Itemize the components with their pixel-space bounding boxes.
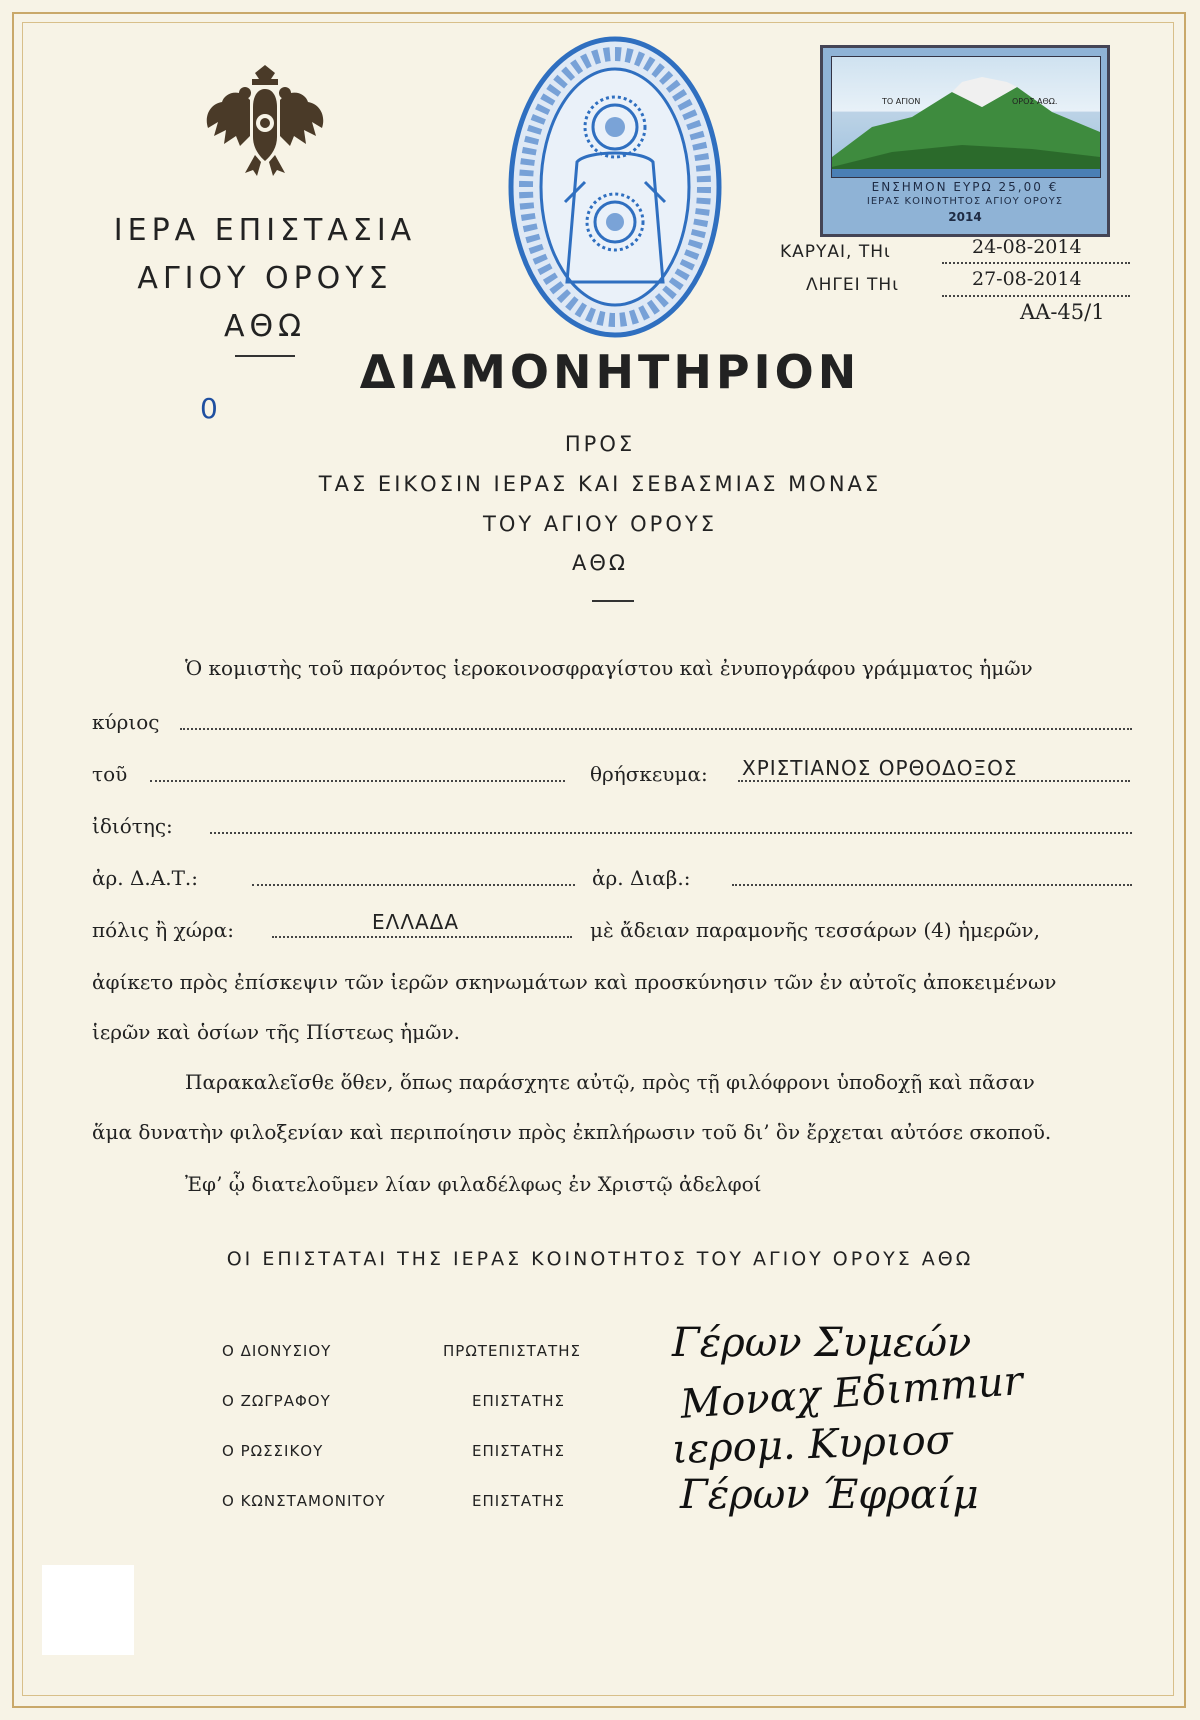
issuer-line-1: ΙΕΡΑ ΕΠΙΣΤΑΣΙΑ — [113, 213, 417, 248]
closing-text: Ἐφ’ ᾧ διατελοῦμεν λίαν φιλαδέλφως ἐν Χριστῷ ἀδελφοί — [185, 1172, 762, 1196]
paragraph-2-line-2: ἅμα δυνατὴν φιλοξενίαν καὶ περιποίησιν πρὸς ἐκπλήρωσιν τοῦ δι’ ὃν ἔρχεται αὐτόσε σκοποῦ. — [92, 1120, 1052, 1144]
kyrios-label: κύριος — [92, 710, 160, 734]
stamp-caption-right: ΟΡΟΣ ΑΘΩ. — [1012, 97, 1058, 106]
reference-number: ΑΑ-45/1 — [1020, 300, 1105, 324]
monastery-seal-icon — [505, 32, 725, 342]
country-label: πόλις ἢ χώρα: — [92, 918, 235, 942]
address-line-1: ΠΡΟΣ — [564, 432, 636, 456]
stamp-caption-left: ΤΟ ΑΓΙΟΝ — [882, 97, 921, 106]
signatory-role: ΕΠΙΣΤΑΤΗΣ — [472, 1392, 566, 1410]
signatory-role: ΠΡΩΤΕΠΙΣΤΑΤΗΣ — [443, 1342, 581, 1360]
redaction-patch — [42, 1565, 134, 1655]
address-line-3: ΤΟΥ ΑΓΙΟΥ ΟΡΟΥΣ — [483, 512, 717, 536]
intro-text: Ὁ κομιστὴς τοῦ παρόντος ἱεροκοινοσφραγίστου καὶ ἐνυπογράφου γράμματος ἡμῶν — [185, 656, 1033, 680]
signatory-monastery: Ο ΔΙΟΝΥΣΙΟΥ — [222, 1342, 332, 1360]
issuer-line-3: ΑΘΩ — [223, 309, 307, 344]
occupation-field[interactable] — [210, 824, 1132, 834]
occupation-label: ἰδιότης: — [92, 814, 173, 838]
signatory-monastery: Ο ΚΩΝΣΤΑΜΟΝΙΤΟΥ — [222, 1492, 386, 1510]
address-line-4: ΑΘΩ — [572, 551, 628, 575]
religion-label: θρήσκευμα: — [590, 762, 708, 786]
stamp-issuer: ΙΕΡΑΣ ΚΟΙΝΟΤΗΤΟΣ ΑΓΙΟΥ ΟΡΟΥΣ — [866, 196, 1064, 207]
signatory-role: ΕΠΙΣΤΑΤΗΣ — [472, 1442, 566, 1460]
signature: Γέρων Συμεών — [672, 1320, 972, 1366]
page-title: ΔΙΑΜΟΝΗΤΗΡΙΟΝ — [359, 345, 861, 399]
signatories-heading: ΟΙ ΕΠΙΣΤΑΤΑΙ ΤΗΣ ΙΕΡΑΣ ΚΟΙΝΟΤΗΤΟΣ ΤΟΥ ΑΓΙΟΥ ΟΡΟΥΣ ΑΘΩ — [226, 1248, 974, 1270]
signatory-monastery: Ο ΡΩΣΣΙΚΟΥ — [222, 1442, 324, 1460]
issuer-line-2: ΑΓΙΟΥ ΟΡΟΥΣ — [137, 261, 393, 296]
issued-date-value: 24-08-2014 — [972, 236, 1082, 258]
kyrios-field[interactable] — [180, 720, 1132, 730]
address-underline — [592, 600, 634, 602]
passport-field[interactable] — [732, 876, 1132, 886]
address-line-2: ΤΑΣ ΕΙΚΟΣΙΝ ΙΕΡΑΣ ΚΑΙ ΣΕΒΑΣΜΙΑΣ ΜΟΝΑΣ — [318, 472, 882, 496]
signatory-monastery: Ο ΖΩΓΡΑΦΟΥ — [222, 1392, 331, 1410]
signatory-role: ΕΠΙΣΤΑΤΗΣ — [472, 1492, 566, 1510]
expires-date-label: ΛΗΓΕΙ ΤΗι — [806, 275, 899, 295]
tou-field[interactable] — [150, 772, 565, 782]
double-headed-eagle-icon — [200, 55, 330, 180]
signature: ιερομ. Κυριοσ — [671, 1417, 954, 1473]
issuer-underline — [235, 355, 295, 357]
country-value: ΕΛΛΑΔΑ — [372, 910, 460, 934]
expires-date-value: 27-08-2014 — [972, 268, 1082, 290]
signature: Γέρων Έφραίμ — [680, 1472, 979, 1518]
tou-label: τοῦ — [92, 762, 128, 786]
stamp-year: 2014 — [948, 210, 982, 224]
id-number-label: ἀρ. Δ.Α.Τ.: — [92, 866, 199, 890]
serial-number: 0 — [200, 392, 218, 425]
signature: Μοναχ Εδιmmur — [678, 1358, 1025, 1428]
revenue-stamp — [820, 45, 1110, 237]
issued-date-label: ΚΑΡΥΑΙ, ΤΗι — [780, 242, 891, 262]
stamp-value: ΕΝΣΗΜΟΝ ΕΥΡΩ 25,00 € — [871, 180, 1059, 194]
stamp-landscape — [831, 56, 1101, 178]
paragraph-1-line-1: ἀφίκετο πρὸς ἐπίσκεψιν τῶν ἱερῶν σκηνωμάτων καὶ προσκύνησιν τῶν ἐν αὐτοῖς ἀποκειμένων — [92, 970, 1057, 994]
id-number-field[interactable] — [252, 876, 575, 886]
religion-value: ΧΡΙΣΤΙΑΝΟΣ ΟΡΘΟΔΟΞΟΣ — [742, 756, 1018, 780]
paragraph-1-line-2: ἱερῶν καὶ ὁσίων τῆς Πίστεως ἡμῶν. — [92, 1020, 460, 1044]
passport-label: ἀρ. Διαβ.: — [592, 866, 691, 890]
permit-text: μὲ ἄδειαν παραμονῆς τεσσάρων (4) ἡμερῶν, — [590, 918, 1040, 942]
paragraph-2-line-1: Παρακαλεῖσθε ὅθεν, ὅπως παράσχητε αὐτῷ, πρὸς τῇ φιλόφρονι ὑποδοχῇ καὶ πᾶσαν — [185, 1070, 1035, 1094]
